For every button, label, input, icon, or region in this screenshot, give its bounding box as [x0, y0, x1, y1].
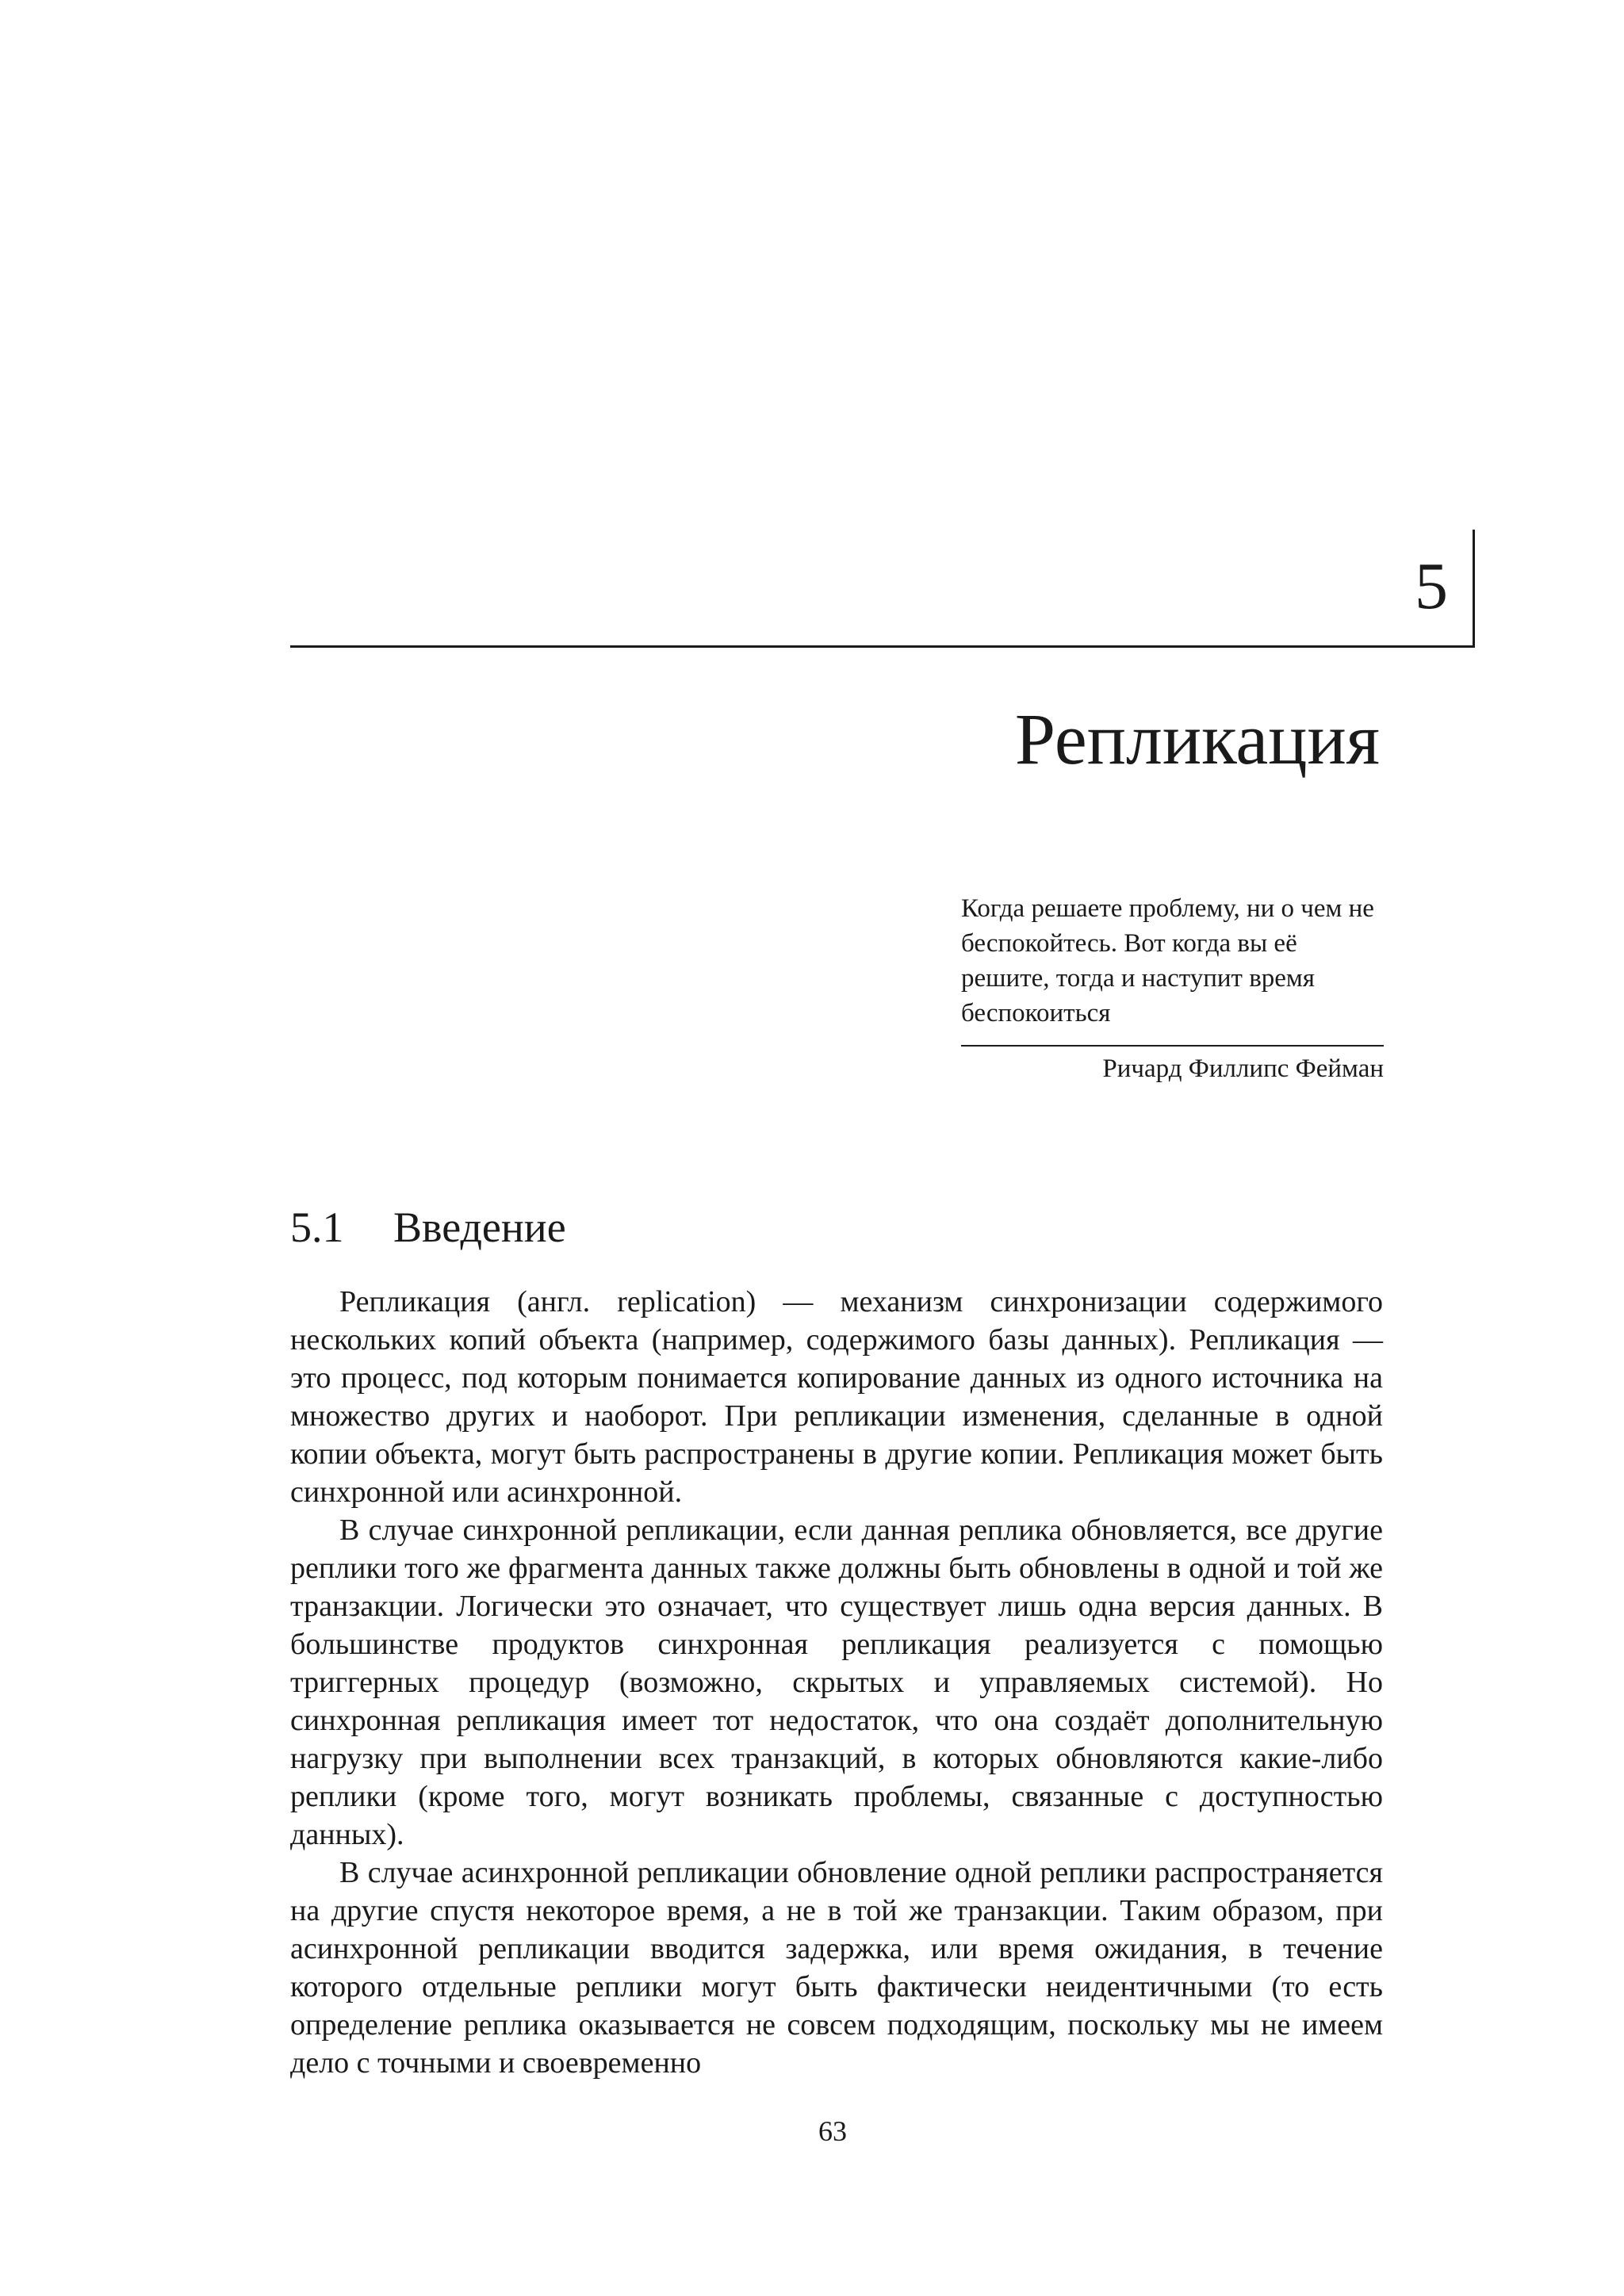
- epigraph: [961, 891, 1384, 1086]
- chapter-number: 5: [1415, 549, 1448, 623]
- section-number: 5.1: [290, 1203, 344, 1251]
- section-heading: [290, 1196, 1083, 1259]
- paragraph: В случае асинхронной репликации обновление одной реплики распространяется на другие спустя некоторое время, а не в той же транзакции. Таким образом, при асинхронной репликации вводится задержка, или время ожидания, в течение которого отдельные реплики могут быть фактически неидентичными (то есть определение реплика оказывается не совсем подходящим, поскольку мы не имеем дело с точными и своевременно: [290, 1856, 1383, 2080]
- body-text: [290, 1283, 1383, 2082]
- chapter-horizontal-rule: [290, 645, 1475, 648]
- paragraph: В случае синхронной репликации, если данная реплика обновляется, все другие реплики того же фрагмента данных также должны быть обновлены в одной и той же транзакции. Логически это означает, что существует лишь одна версия данных. В большинстве продуктов синхронная репликация реализуется с помощью триггерных процедур (возможно, скрытых и управляемых системой). Но синхронная репликация имеет тот недостаток, что она создаёт дополнительную нагрузку при выполнении всех транзакций, в которых обновляются какие-либо реплики (кроме того, могут возникать проблемы, связанные с доступностью данных).: [290, 1513, 1383, 1851]
- paragraph: Репликация (англ. replication) — механизм синхронизации содержимого нескольких копий объекта (например, содержимого базы данных). Репликация — это процесс, под которым понимается копирование данных из одного источника на множество других и наоборот. При репликации изменения, сделанные в одной копии объекта, могут быть распространены в другие копии. Репликация может быть синхронной или асинхронной.: [290, 1285, 1383, 1509]
- epigraph-author: Ричард Филлипс Фейман: [1102, 1054, 1384, 1083]
- page-number: 63: [818, 2115, 847, 2147]
- section-title: Введение: [393, 1203, 566, 1251]
- chapter-title: Репликация: [1014, 698, 1380, 779]
- epigraph-text: Когда решаете проблему, ни о чем не беспокойтесь. Вот когда вы её решите, тогда и наступит время беспокоиться: [961, 894, 1374, 1027]
- epigraph-rule: [961, 1045, 1384, 1047]
- chapter-vertical-rule: [1473, 530, 1475, 647]
